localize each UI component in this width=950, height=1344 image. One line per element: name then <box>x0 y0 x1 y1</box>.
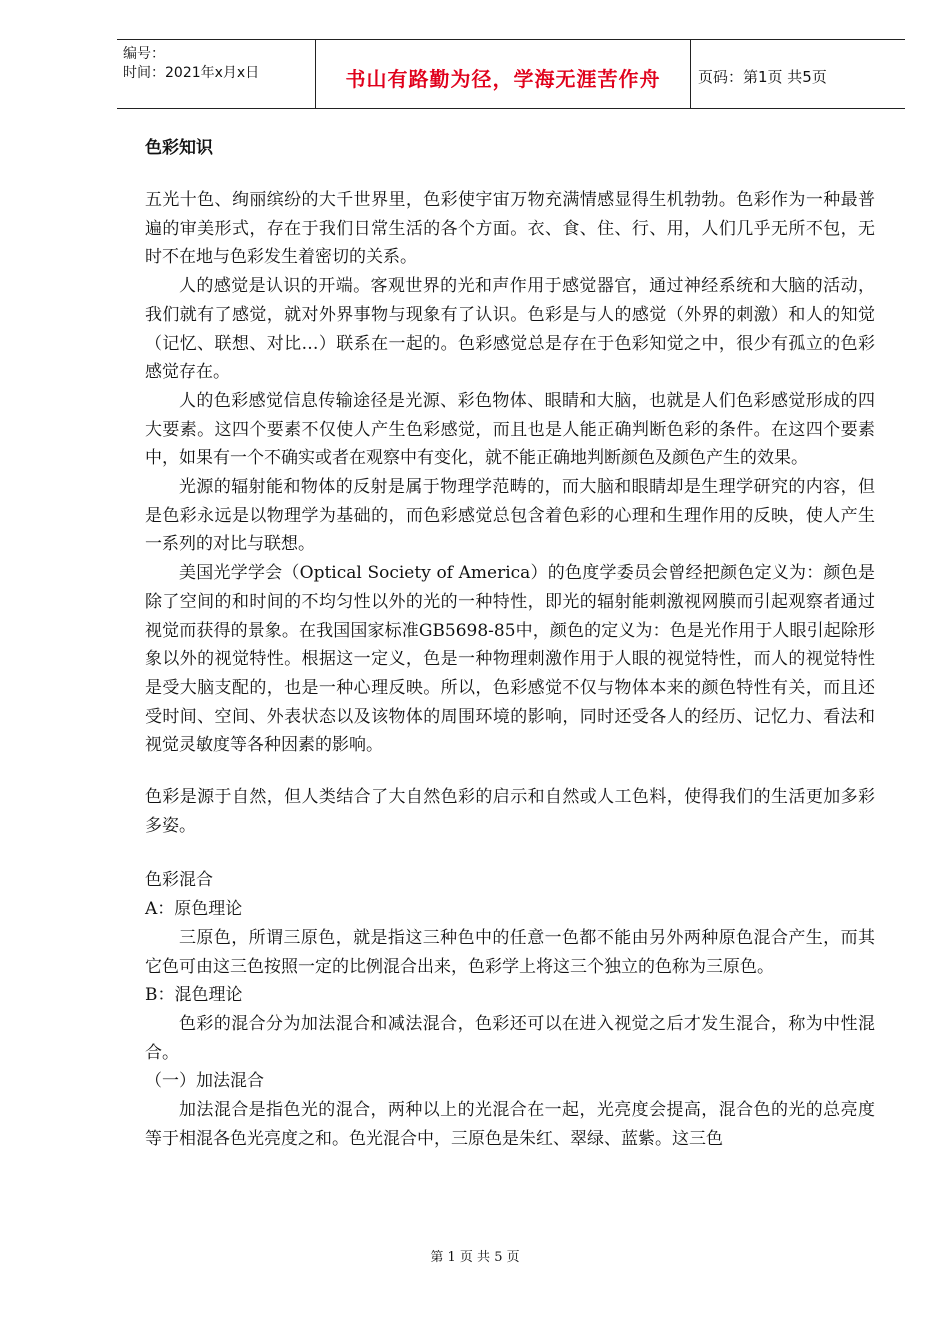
header-page-info: 页码：第1页 共5页 <box>698 68 827 86</box>
header-page-cell <box>690 40 905 108</box>
doc-date-label: 时间：2021年x月x日 <box>123 65 260 81</box>
paragraph-additive: 加法混合是指色光的混合，两种以上的光混合在一起，光亮度会提高，混合色的光的总亮度等于相混各色光亮度之和。色光混合中，三原色是朱红、翠绿、蓝紫。这三色 <box>145 1100 875 1149</box>
doc-code-label: 编号： <box>123 46 165 62</box>
paragraph-definition: 美国光学学会（Optical Society of America）的色度学委员会曾经把颜色定义为：颜色是除了空间的和时间的不均匀性以外的光的一种特性，即光的辐射能刺激视网膜而引起观察者通过视觉而获得的景象。在我国国家标准GB5698-85中，颜色的定义为：色是光作用于人眼引起除形象以外的视觉特性。根据这一定义，色是一种物理刺激作用于人眼的视觉特性，而人的视觉特性是受大脑支配的，也是一种心理反映。所以，色彩感觉不仅与物体本来的颜色特性有关，而且还受时间、空间、外表状态以及该物体的周围环境的影响，同时还受各人的经历、记忆力、看法和视觉灵敏度等各种因素的影响。 <box>145 563 875 756</box>
header-meta-cell <box>117 40 315 108</box>
paragraph-mixing: 色彩的混合分为加法混合和减法混合，色彩还可以在进入视觉之后才发生混合，称为中性混合。 <box>145 1013 875 1063</box>
footer-page-number: 第 1 页 共 5 页 <box>430 1250 520 1265</box>
page-header <box>117 39 905 109</box>
paragraph-perception: 人的感觉是认识的开端。客观世界的光和声作用于感觉器官，通过神经系统和大脑的活动，我们就有了感觉，就对外界事物与现象有了认识。色彩是与人的感觉（外界的刺激）和人的知觉（记忆、联想、对比…）联系在一起的。色彩感觉总是存在于色彩知觉之中，很少有孤立的色彩感觉存在。 <box>145 276 875 383</box>
page-footer <box>0 1246 950 1265</box>
doc-title: 色彩知识 <box>145 138 213 158</box>
section-heading-additive: （一）加法混合 <box>145 1071 264 1092</box>
paragraph-intro: 五光十色、绚丽缤纷的大千世界里，色彩使宇宙万物充满情感显得生机勃勃。色彩作为一种最普遍的审美形式，存在于我们日常生活的各个方面。衣、食、住、行、用，人们几乎无所不包，无时不在地与色彩发生着密切的关系。 <box>145 190 875 268</box>
header-motto: 书山有路勤为径，学海无涯苦作舟 <box>345 67 661 91</box>
document-body <box>145 134 875 1154</box>
section-heading-mixing: B：混色理论 <box>145 985 243 1006</box>
paragraph-physics: 光源的辐射能和物体的反射是属于物理学范畴的，而大脑和眼睛却是生理学研究的内容，但是色彩永远是以物理学为基础的，而色彩感觉总包含着色彩的心理和生理作用的反映，使人产生一系列的对比与联想。 <box>145 477 875 555</box>
section-heading-mix: 色彩混合 <box>145 870 213 891</box>
header-motto-cell <box>315 40 691 108</box>
paragraph-nature: 色彩是源于自然，但人类结合了大自然色彩的启示和自然或人工色料，使得我们的生活更加多彩多姿。 <box>145 787 875 836</box>
paragraph-four-elements: 人的色彩感觉信息传输途径是光源、彩色物体、眼睛和大脑，也就是人们色彩感觉形成的四大要素。这四个要素不仅使人产生色彩感觉，而且也是人能正确判断色彩的条件。在这四个要素中，如果有一个不确实或者在观察中有变化，就不能正确地判断颜色及颜色产生的效果。 <box>145 390 875 469</box>
paragraph-primary-colors: 三原色，所谓三原色，就是指这三种色中的任意一色都不能由另外两种原色混合产生，而其它色可由这三色按照一定的比例混合出来，色彩学上将这三个独立的色称为三原色。 <box>145 927 875 977</box>
section-heading-primary: A：原色理论 <box>145 899 243 920</box>
